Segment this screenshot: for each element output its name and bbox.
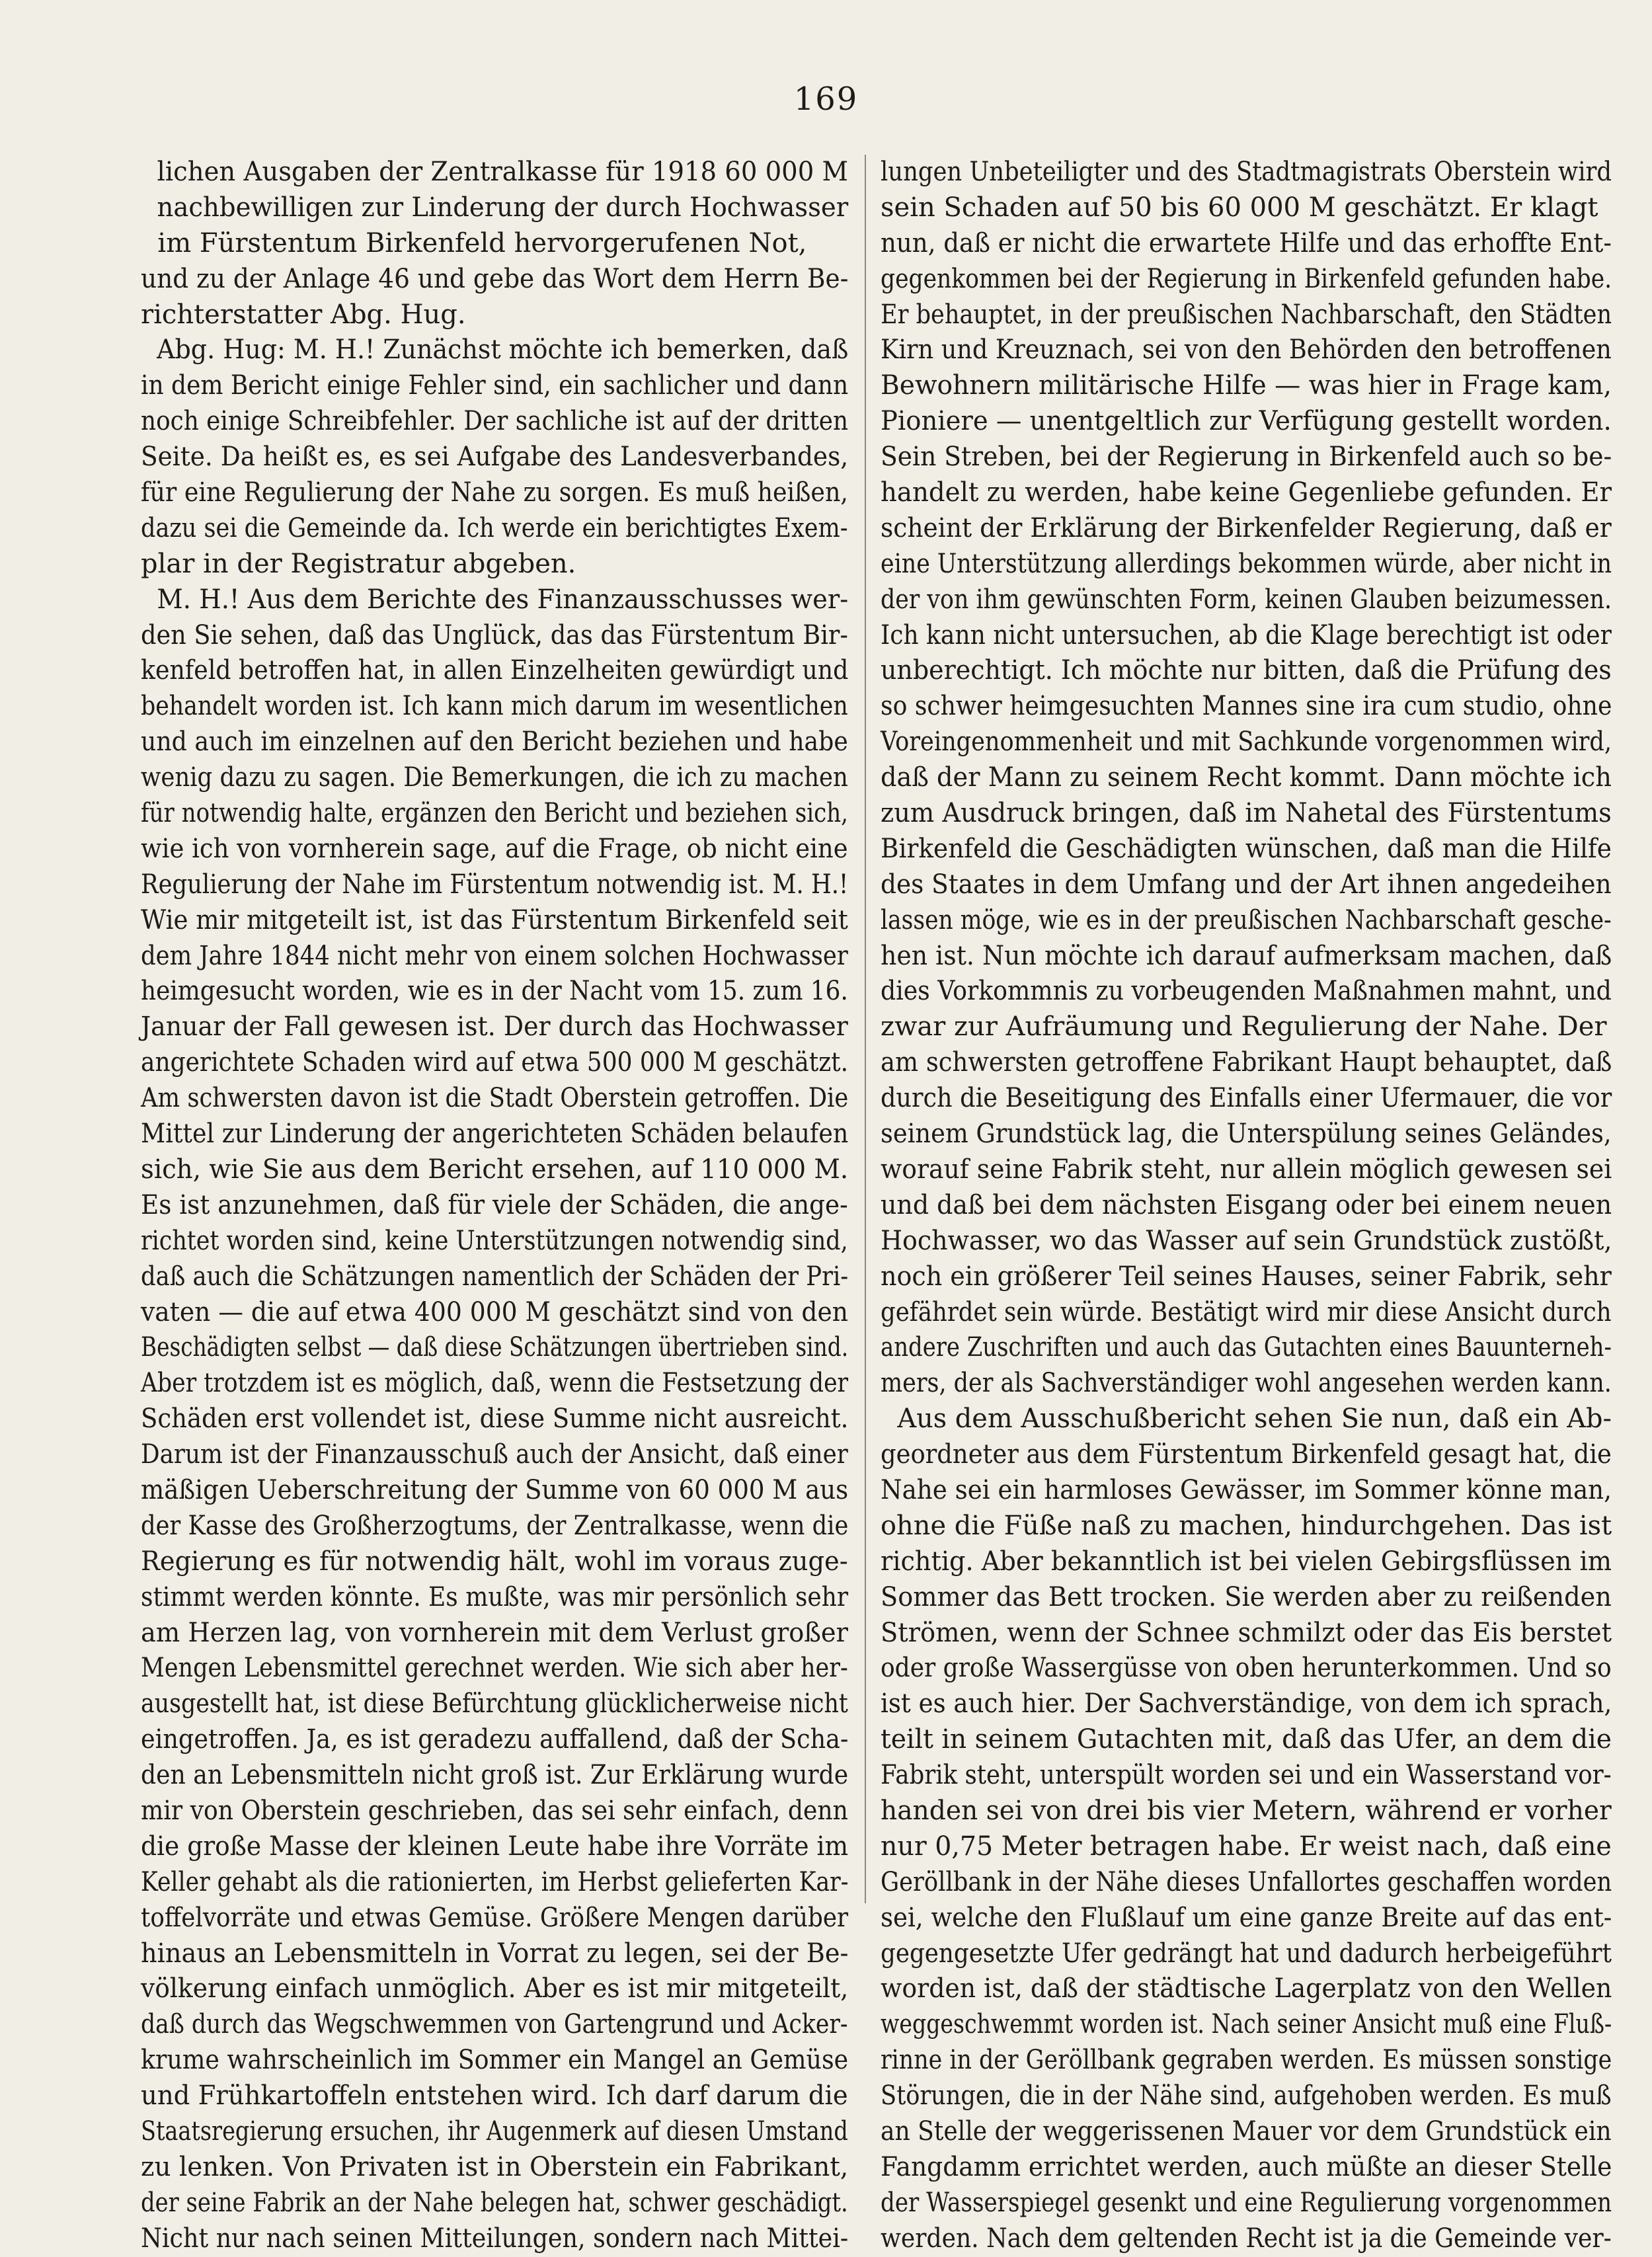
- text-line: ist es auch hier. Der Sachverständige, von dem ich sprach,: [881, 1688, 1612, 1720]
- text-line: Geröllbank in der Nähe dieses Unfallortes geschaffen worden: [881, 1866, 1612, 1897]
- text-line: gegenkommen bei der Regierung in Birkenfeld gefunden habe.: [881, 263, 1612, 294]
- right-text-column: [881, 155, 1612, 2257]
- text-line: dem Jahre 1844 nicht mehr von einem solchen Hochwasser: [141, 940, 848, 971]
- text-line: völkerung einfach unmöglich. Aber es ist mir mitgeteilt,: [141, 1973, 849, 2004]
- text-line: nur 0,75 Meter betragen habe. Er weist nach, daß eine: [881, 1831, 1612, 1862]
- text-line: in dem Bericht einige Fehler sind, ein sachlicher und dann: [141, 370, 849, 401]
- text-line: Sommer das Bett trocken. Sie werden aber zu reißenden: [881, 1581, 1612, 1612]
- text-line: rinne in der Geröllbank gegraben werden. Es müssen sonstige: [881, 2045, 1612, 2076]
- text-line: nachbewilligen zur Linderung der durch Hochwasser: [141, 192, 849, 223]
- text-line: Nahe sei ein harmloses Gewässer, im Sommer könne man,: [881, 1474, 1612, 1505]
- text-line: den Sie sehen, daß das Unglück, das das Fürstentum Bir-: [141, 619, 848, 651]
- text-line: lichen Ausgaben der Zentralkasse für 1918 60 000 M: [141, 157, 848, 187]
- text-line: ohne die Füße naß zu machen, hindurchgehen. Das ist: [881, 1510, 1612, 1541]
- text-line: Beschädigten selbst — daß diese Schätzungen übertrieben sind.: [141, 1332, 849, 1363]
- text-line: sei, welche den Flußlauf um eine ganze Breite auf das ent-: [881, 1902, 1612, 1933]
- text-line: Nicht nur nach seinen Mitteilungen, sondern nach Mittei-: [141, 2223, 849, 2254]
- text-line: Aus dem Ausschußbericht sehen Sie nun, daß ein Ab-: [881, 1404, 1612, 1435]
- text-line: daß durch das Wegschwemmen von Gartengrund und Acker-: [141, 2009, 848, 2040]
- text-line: daß auch die Schätzungen namentlich der Schäden der Pri-: [141, 1261, 849, 1292]
- text-line: und zu der Anlage 46 und gebe das Wort dem Herrn Be-: [141, 263, 849, 294]
- text-line: Kirn und Kreuznach, sei von den Behörden den betroffenen: [881, 335, 1612, 366]
- text-line: so schwer heimgesuchten Mannes sine ira cum studio, ohne: [881, 691, 1612, 722]
- text-line: Mengen Lebensmittel gerechnet werden. Wie sich aber her-: [141, 1653, 848, 1684]
- text-line: Sein Streben, bei der Regierung in Birkenfeld auch so be-: [881, 442, 1612, 473]
- text-line: lassen möge, wie es in der preußischen Nachbarschaft gesche-: [881, 904, 1612, 935]
- text-line: Voreingenommenheit und mit Sachkunde vorgenommen wird,: [881, 727, 1612, 758]
- text-line: hen ist. Nun möchte ich darauf aufmerksam machen, daß: [881, 940, 1612, 971]
- text-line: daß der Mann zu seinem Recht kommt. Dann möchte ich: [881, 762, 1612, 793]
- text-line: sich, wie Sie aus dem Bericht ersehen, auf 110 000 M.: [141, 1154, 849, 1185]
- text-line: krume wahrscheinlich im Sommer ein Mangel an Gemüse: [141, 2045, 849, 2076]
- text-line: im Fürstentum Birkenfeld hervorgerufenen Not,: [141, 227, 807, 258]
- text-line: Fangdamm errichtet werden, auch müßte an dieser Stelle: [881, 2151, 1612, 2182]
- text-line: oder große Wassergüsse von oben herunterkommen. Und so: [881, 1653, 1612, 1684]
- text-line: Seite. Da heißt es, es sei Aufgabe des Landesverbandes,: [141, 442, 849, 473]
- text-line: handelt zu werden, habe keine Gegenliebe gefunden. Er: [881, 477, 1612, 508]
- text-line: lungen Unbeteiligter und des Stadtmagistrats Oberstein wird: [881, 157, 1612, 187]
- text-line: mäßigen Ueberschreitung der Summe von 60 000 M aus: [141, 1474, 849, 1505]
- text-line: handen sei von drei bis vier Metern, während er vorher: [881, 1795, 1612, 1826]
- text-line: Mittel zur Linderung der angerichteten Schäden belaufen: [141, 1119, 849, 1150]
- text-line: nun, daß er nicht die erwartete Hilfe und das erhoffte Ent-: [881, 227, 1612, 258]
- text-line: und daß bei dem nächsten Eisgang oder bei einem neuen: [881, 1189, 1612, 1220]
- text-line: Regierung es für notwendig hält, wohl im voraus zuge-: [141, 1546, 848, 1577]
- text-line: stimmt werden könnte. Es mußte, was mir persönlich sehr: [141, 1581, 849, 1612]
- text-line: noch ein größerer Teil seines Hauses, seiner Fabrik, sehr: [881, 1261, 1612, 1292]
- text-line: Staatsregierung ersuchen, ihr Augenmerk auf diesen Umstand: [141, 2116, 848, 2147]
- text-line: richterstatter Abg. Hug.: [141, 299, 466, 330]
- text-line: für eine Regulierung der Nahe zu sorgen. Es muß heißen,: [141, 477, 848, 508]
- text-line: und auch im einzelnen auf den Bericht beziehen und habe: [141, 727, 848, 758]
- text-line: Ich kann nicht untersuchen, ab die Klage berechtigt ist oder: [881, 619, 1612, 651]
- text-line: zum Ausdruck bringen, daß im Nahetal des Fürstentums: [881, 798, 1612, 829]
- text-line: worauf seine Fabrik steht, nur allein möglich gewesen sei: [881, 1154, 1612, 1185]
- text-line: gefährdet sein würde. Bestätigt wird mir diese Ansicht durch: [881, 1296, 1612, 1327]
- text-line: der Kasse des Großherzogtums, der Zentralkasse, wenn die: [141, 1510, 849, 1541]
- text-line: den an Lebensmitteln nicht groß ist. Zur Erklärung wurde: [141, 1760, 849, 1791]
- text-line: durch die Beseitigung des Einfalls einer Ufermauer, die vor: [881, 1083, 1612, 1114]
- text-line: Pioniere — unentgeltlich zur Verfügung gestellt worden.: [881, 406, 1612, 437]
- text-line: worden ist, daß der städtische Lagerplatz von den Wellen: [881, 1973, 1612, 2004]
- text-line: teilt in seinem Gutachten mit, daß das Ufer, an dem die: [881, 1724, 1612, 1755]
- text-line: Fabrik steht, unterspült worden sei und ein Wasserstand vor-: [881, 1760, 1612, 1791]
- text-line: zu lenken. Von Privaten ist in Oberstein ein Fabrikant,: [141, 2151, 849, 2182]
- text-line: scheint der Erklärung der Birkenfelder Regierung, daß er: [881, 512, 1612, 543]
- text-line: Bewohnern militärische Hilfe — was hier in Frage kam,: [881, 370, 1612, 401]
- text-line: Strömen, wenn der Schnee schmilzt oder das Eis berstet: [881, 1617, 1612, 1648]
- text-line: dies Vorkommnis zu vorbeugenden Maßnahmen mahnt, und: [881, 976, 1612, 1007]
- text-line: Störungen, die in der Nähe sind, aufgehoben werden. Es muß: [881, 2080, 1612, 2112]
- text-line: und Frühkartoffeln entstehen wird. Ich darf darum die: [141, 2080, 848, 2112]
- text-line: geordneter aus dem Fürstentum Birkenfeld gesagt hat, die: [881, 1439, 1612, 1470]
- column-divider: [865, 155, 866, 1903]
- text-line: Darum ist der Finanzausschuß auch der Ansicht, daß einer: [141, 1439, 848, 1470]
- text-line: kenfeld betroffen hat, in allen Einzelheiten gewürdigt und: [141, 655, 849, 686]
- left-text-column: [141, 155, 848, 2257]
- text-line: der von ihm gewünschten Form, keinen Glauben beizumessen.: [881, 584, 1612, 615]
- text-line: Schäden erst vollendet ist, diese Summe nicht ausreicht.: [141, 1404, 849, 1435]
- text-line: heimgesucht worden, wie es in der Nacht vom 15. zum 16.: [141, 976, 848, 1007]
- text-line: richtet worden sind, keine Unterstützungen notwendig sind,: [141, 1225, 848, 1256]
- text-line: Januar der Fall gewesen ist. Der durch das Hochwasser: [141, 1011, 848, 1043]
- text-line: Birkenfeld die Geschädigten wünschen, daß man die Hilfe: [881, 833, 1612, 864]
- text-line: werden. Nach dem geltenden Recht ist ja die Gemeinde ver-: [881, 2223, 1612, 2254]
- text-line: hinaus an Lebensmitteln in Vorrat zu legen, sei der Be-: [141, 1938, 849, 1969]
- page-number: 169: [793, 81, 859, 118]
- text-line: Am schwersten davon ist die Stadt Oberstein getroffen. Die: [141, 1083, 849, 1114]
- text-line: seinem Grundstück lag, die Unterspülung seines Geländes,: [881, 1119, 1612, 1150]
- text-line: Wie mir mitgeteilt ist, ist das Fürstentum Birkenfeld seit: [141, 904, 848, 935]
- text-line: noch einige Schreibfehler. Der sachliche ist auf der dritten: [141, 406, 849, 437]
- text-line: Regulierung der Nahe im Fürstentum notwendig ist. M. H.!: [141, 869, 849, 900]
- text-line: für notwendig halte, ergänzen den Bericht und beziehen sich,: [141, 798, 848, 829]
- text-line: andere Zuschriften und auch das Gutachten eines Bauunterneh-: [881, 1332, 1612, 1363]
- text-line: sein Schaden auf 50 bis 60 000 M geschätzt. Er klagt: [881, 192, 1598, 223]
- text-line: des Staates in dem Umfang und der Art ihnen angedeihen: [881, 869, 1612, 900]
- text-line: Abg. Hug: M. H.! Zunächst möchte ich bemerken, daß: [141, 335, 849, 366]
- text-line: unberechtigt. Ich möchte nur bitten, daß die Prüfung des: [881, 655, 1612, 686]
- text-line: Er behauptet, in der preußischen Nachbarschaft, den Städten: [881, 299, 1612, 330]
- text-line: Aber trotzdem ist es möglich, daß, wenn die Festsetzung der: [141, 1368, 849, 1399]
- text-line: wie ich von vornherein sage, auf die Frage, ob nicht eine: [141, 833, 848, 864]
- text-line: richtig. Aber bekanntlich ist bei vielen Gebirgsflüssen im: [881, 1546, 1612, 1577]
- text-line: der seine Fabrik an der Nahe belegen hat, schwer geschädigt.: [141, 2187, 848, 2218]
- text-line: weggeschwemmt worden ist. Nach seiner Ansicht muß eine Fluß-: [881, 2009, 1612, 2040]
- text-line: eingetroffen. Ja, es ist geradezu auffallend, daß der Scha-: [141, 1724, 849, 1755]
- text-line: angerichtete Schaden wird auf etwa 500 000 M geschätzt.: [141, 1047, 849, 1078]
- text-line: dazu sei die Gemeinde da. Ich werde ein berichtigtes Exem-: [141, 512, 848, 543]
- text-line: behandelt worden ist. Ich kann mich darum im wesentlichen: [141, 691, 848, 722]
- text-line: die große Masse der kleinen Leute habe ihre Vorräte im: [141, 1831, 849, 1862]
- text-line: zwar zur Aufräumung und Regulierung der Nahe. Der: [881, 1011, 1607, 1043]
- text-line: ausgestellt hat, ist diese Befürchtung glücklicherweise nicht: [141, 1688, 848, 1720]
- text-line: mers, der als Sachverständiger wohl angesehen werden kann.: [881, 1368, 1612, 1399]
- text-line: am schwersten getroffene Fabrikant Haupt behauptet, daß: [881, 1047, 1612, 1078]
- text-line: wenig dazu zu sagen. Die Bemerkungen, die ich zu machen: [141, 762, 848, 793]
- text-line: Es ist anzunehmen, daß für viele der Schäden, die ange-: [141, 1189, 848, 1220]
- text-line: mir von Oberstein geschrieben, das sei sehr einfach, denn: [141, 1795, 848, 1826]
- text-line: Hochwasser, wo das Wasser auf sein Grundstück zustößt,: [881, 1225, 1612, 1256]
- text-line: vaten — die auf etwa 400 000 M geschätzt sind von den: [141, 1296, 848, 1327]
- text-line: eine Unterstützung allerdings bekommen würde, aber nicht in: [881, 548, 1612, 579]
- text-line: M. H.! Aus dem Berichte des Finanzausschusses wer-: [141, 584, 849, 615]
- text-line: Keller gehabt als die rationierten, im Herbst gelieferten Kar-: [141, 1866, 849, 1897]
- text-line: gegengesetzte Ufer gedrängt hat und dadurch herbeigeführt: [881, 1938, 1612, 1969]
- text-line: plar in der Registratur abgeben.: [141, 548, 576, 579]
- text-line: toffelvorräte und etwas Gemüse. Größere Mengen darüber: [141, 1902, 849, 1933]
- text-line: der Wasserspiegel gesenkt und eine Regulierung vorgenommen: [881, 2187, 1612, 2218]
- text-line: am Herzen lag, von vornherein mit dem Verlust großer: [141, 1617, 848, 1648]
- text-line: an Stelle der weggerissenen Mauer vor dem Grundstück ein: [881, 2116, 1612, 2147]
